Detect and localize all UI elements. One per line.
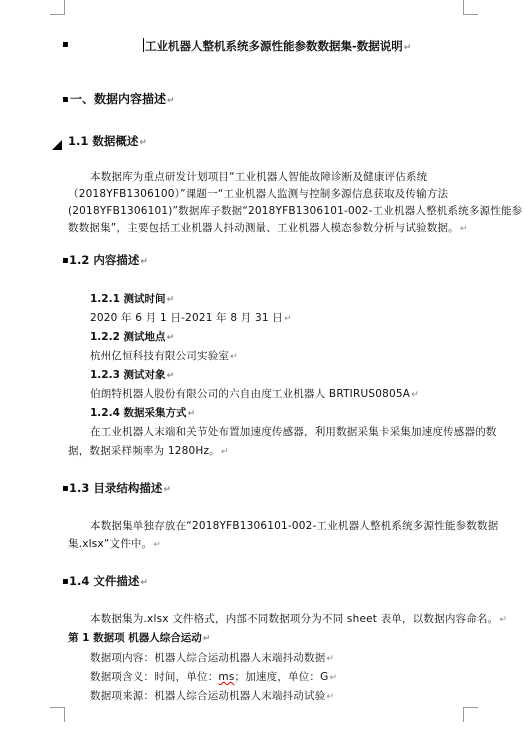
data-item-1-title: 第 1 数据项 机器人综合运动↵ — [68, 632, 211, 644]
heading-1-2-3: 1.2.3 测试对象↵ — [90, 369, 175, 381]
heading-1-2: 1.2 内容描述↵ — [69, 253, 148, 267]
paragraph-bullet: ▪ — [62, 576, 69, 587]
test-object-value: 伯朗特机器人股份有限公司的六自由度工业机器人 BRTIRUS0805A↵ — [90, 388, 419, 400]
test-location-value: 杭州亿恒科技有限公司实验室↵ — [90, 350, 238, 362]
document-title[interactable]: 工业机器人整机系统多源性能参数数据集-数据说明↵ — [145, 39, 412, 53]
paragraph-bullet: ▪ — [62, 94, 69, 105]
crop-mark-bottom-right — [463, 707, 478, 722]
test-time-value: 2020 年 6 月 1 日-2021 年 8 月 31 日↵ — [90, 312, 292, 324]
crop-mark-top-right — [463, 0, 478, 15]
heading-1-1: 1.1 数据概述↵ — [68, 134, 147, 148]
crop-mark-bottom-left — [50, 707, 65, 722]
data-item-meaning: 数据项含义：时间，单位：ms；加速度，单位：G↵ — [90, 671, 338, 683]
paragraph-line: (2018YFB1306101)”数据库子数据“2018YFB1306101-002-工业机器人整机系统多源性能参 — [68, 205, 523, 217]
collapse-triangle-icon[interactable] — [52, 140, 62, 150]
paragraph-bullet: ▪ — [62, 483, 69, 494]
data-item-content: 数据项内容：机器人综合运动机器人末端抖动数据↵ — [90, 652, 335, 664]
paragraph-line: （2018YFB1306100）”课题一“工业机器人监测与控制多源信息获取及传输方法 — [68, 188, 449, 200]
text-cursor — [143, 38, 144, 52]
paragraph-bullet: ▪ — [62, 39, 69, 50]
paragraph-line: 集.xlsx”文件中。↵ — [68, 538, 162, 550]
paragraph-line: 据，数据采样频率为 1280Hz。↵ — [68, 445, 229, 457]
pilcrow-mark: ↵ — [403, 43, 412, 53]
heading-1-2-2: 1.2.2 测试地点↵ — [90, 331, 175, 343]
crop-mark-top-left — [50, 0, 65, 15]
heading-1-4: 1.4 文件描述↵ — [69, 574, 148, 588]
paragraph-line: 本数据集为.xlsx 文件格式，内部不同数据项分为不同 sheet 表单，以数据内容命名。↵ — [90, 613, 508, 625]
paragraph-line: 数数据集”，主要包括工业机器人抖动测量、工业机器人模态参数分析与试验数据。↵ — [68, 222, 468, 234]
heading-1-3: 1.3 目录结构描述↵ — [69, 481, 171, 495]
heading-1-2-1: 1.2.1 测试时间↵ — [90, 293, 175, 305]
paragraph-line: 本数据库为重点研发计划项目“工业机器人智能故障诊断及健康评估系统 — [90, 171, 428, 183]
heading-1-2-4: 1.2.4 数据采集方式↵ — [90, 407, 196, 419]
paragraph-bullet: ▪ — [62, 255, 69, 266]
data-item-source: 数据项来源：机器人综合运动机器人末端抖动试验↵ — [90, 690, 335, 702]
paragraph-line: 本数据集单独存放在“2018YFB1306101-002-工业机器人整机系统多源性能参数数据 — [90, 520, 499, 532]
heading-section-1: 一、数据内容描述↵ — [70, 92, 175, 106]
spellcheck-underline: ms — [218, 671, 235, 683]
paragraph-line: 在工业机器人末端和关节处布置加速度传感器，利用数据采集卡采集加速度传感器的数 — [90, 426, 497, 438]
pilcrow-mark: ↵ — [167, 96, 175, 106]
